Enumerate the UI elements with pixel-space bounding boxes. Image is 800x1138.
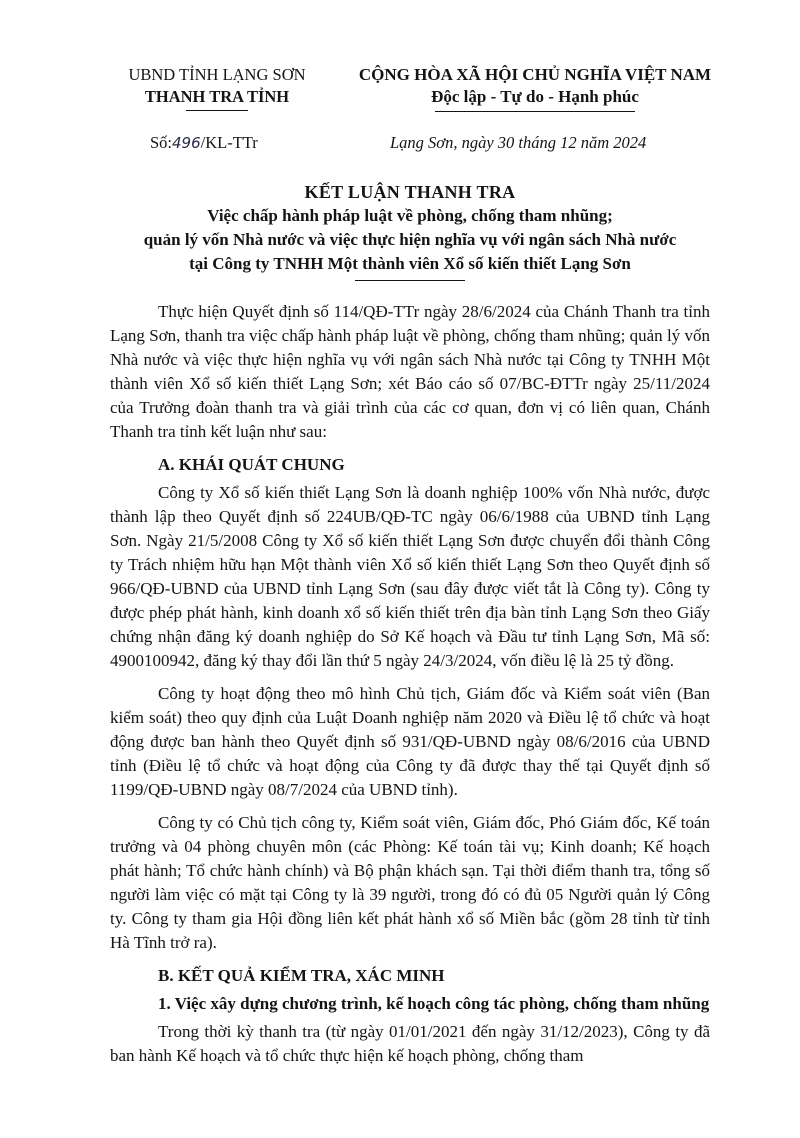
document-title (100, 180, 720, 281)
document-number (150, 133, 258, 153)
section-b1-heading: 1. Việc xây dựng chương trình, kế hoạch công tác phòng, chống tham nhũng (158, 994, 710, 1013)
document-body (110, 300, 710, 1077)
motto-underline (435, 111, 635, 112)
doc-number-suffix: /KL-TTr (200, 133, 258, 152)
paragraph-a1: Công ty Xổ số kiến thiết Lạng Sơn là doanh nghiệp 100% vốn Nhà nước, được thành lập theo Quyết định số 224UB/QĐ-TC ngày 06/6/1988 của UBND tỉnh Lạng Sơn. Ngày 21/5/2008 Công ty Xổ số kiến thiết Lạng Sơn được chuyển đổi thành Công ty Trách nhiệm hữu hạn Một thành viên Xổ số kiến thiết Lạng Sơn theo Quyết định số 966/QĐ-UBND của UBND tỉnh Lạng Sơn (sau đây được viết tắt là Công ty). Công ty được phép phát hành, kinh doanh xổ số kiến thiết trên địa bàn tỉnh Lạng Sơn theo Giấy chứng nhận đăng ký doanh nghiệp do Sở Kế hoạch và Đầu tư tỉnh Lạng Sơn, Mã số: 4900100942, đăng ký thay đổi lần thứ 5 ngày 24/3/2024, vốn điều lệ là 25 tỷ đồng. (110, 483, 710, 670)
title-underline (355, 280, 465, 281)
title-sub-3: tại Công ty TNHH Một thành viên Xổ số kiến thiết Lạng Sơn (189, 254, 631, 273)
title-sub-2: quản lý vốn Nhà nước và việc thực hiện nghĩa vụ với ngân sách Nhà nước (143, 230, 677, 249)
title-main: KẾT LUẬN THANH TRA (304, 182, 516, 202)
intro-paragraph: Thực hiện Quyết định số 114/QĐ-TTr ngày 28/6/2024 của Chánh Thanh tra tỉnh Lạng Sơn, thanh tra việc chấp hành pháp luật về phòng, chống tham nhũng; quản lý vốn Nhà nước và việc thực hiện nghĩa vụ với ngân sách Nhà nước tại Công ty TNHH Một thành viên Xổ số kiến thiết Lạng Sơn; xét Báo cáo số 07/BC-ĐTTr ngày 25/11/2024 của Trưởng đoàn thanh tra và giải trình của các cơ quan, đơn vị có liên quan, Chánh Thanh tra tỉnh kết luận như sau: (110, 302, 710, 441)
issuing-agency (112, 64, 322, 111)
national-motto (340, 64, 730, 112)
country-name: CỘNG HÒA XÃ HỘI CHỦ NGHĨA VIỆT NAM (358, 65, 712, 84)
title-sub-1: Việc chấp hành pháp luật về phòng, chống tham nhũng; (207, 206, 613, 225)
section-b-heading: B. KẾT QUẢ KIỂM TRA, XÁC MINH (158, 966, 445, 985)
paragraph-b1: Trong thời kỳ thanh tra (từ ngày 01/01/2021 đến ngày 31/12/2023), Công ty đã ban hành Kế hoạch và tổ chức thực hiện kế hoạch phòng, chống tham (110, 1022, 710, 1065)
doc-number-prefix: Số: (150, 133, 173, 152)
agency-name: THANH TRA TỈNH (144, 87, 290, 106)
paragraph-a2: Công ty hoạt động theo mô hình Chủ tịch, Giám đốc và Kiểm soát viên (Ban kiểm soát) theo quy định của Luật Doanh nghiệp năm 2020 và Điều lệ tổ chức và hoạt động được ban hành theo Quyết định số 931/QĐ-UBND ngày 08/6/2016 của UBND tỉnh (Điều lệ tổ chức và hoạt động của Công ty đã được thay thế tại Quyết định số 1199/QĐ-UBND ngày 08/7/2024 của UBND tỉnh). (110, 684, 710, 799)
agency-underline (186, 110, 248, 111)
section-a-heading: A. KHÁI QUÁT CHUNG (158, 455, 345, 474)
paragraph-a3: Công ty có Chủ tịch công ty, Kiểm soát viên, Giám đốc, Phó Giám đốc, Kế toán trưởng và 04 phòng chuyên môn (các Phòng: Kế toán tài vụ; Kinh doanh; Kế hoạch phát hành; Tổ chức hành chính) và Bộ phận khách sạn. Tại thời điểm thanh tra, tổng số người làm việc có mặt tại Công ty là 39 người, trong đó có đủ 05 Người quản lý Công ty. Công ty tham gia Hội đồng liên kết phát hành xổ số Miền bắc (gồm 28 tỉnh từ tỉnh Hà Tĩnh trở ra). (110, 813, 710, 952)
document-date: Lạng Sơn, ngày 30 tháng 12 năm 2024 (390, 133, 647, 152)
motto: Độc lập - Tự do - Hạnh phúc (431, 87, 639, 106)
doc-number-handwritten: 496 (172, 134, 201, 152)
agency-parent: UBND TỈNH LẠNG SƠN (128, 65, 306, 84)
